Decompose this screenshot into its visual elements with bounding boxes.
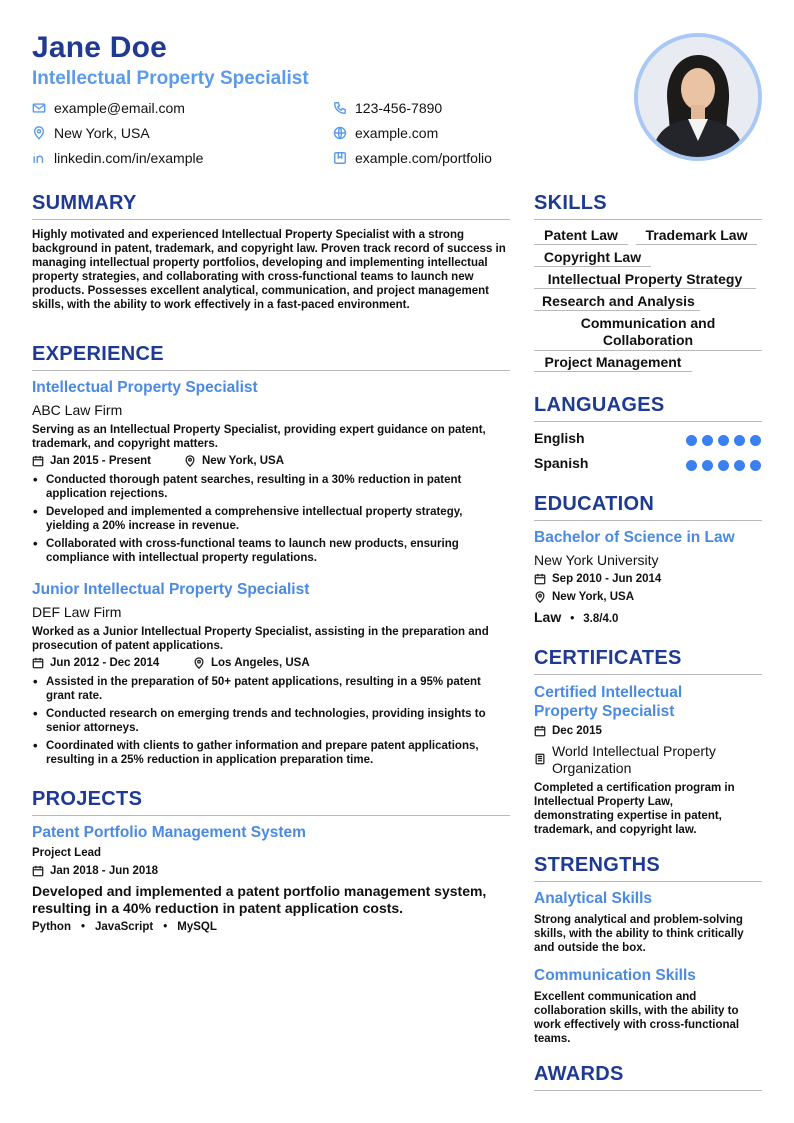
language-name: Spanish — [534, 455, 589, 471]
job-description: Worked as a Junior Intellectual Property Specialist, assisting in the preparation and prosecution of patent applications. — [32, 626, 489, 652]
experience-divider — [32, 370, 510, 371]
education-separator: • — [570, 613, 575, 625]
skills-divider — [534, 219, 762, 220]
language-level-dot — [718, 435, 729, 446]
language-name: English — [534, 430, 585, 446]
language-level-dot — [718, 460, 729, 471]
education-field-gpa — [534, 609, 618, 625]
tech-separator: • — [80, 921, 86, 933]
language-level-dot — [686, 460, 697, 471]
job-description: Serving as an Intellectual Property Specialist, providing expert guidance on patent, trademark, and copyright matters. — [32, 424, 486, 450]
strengths-heading: STRENGTHS — [534, 854, 661, 876]
education-gpa: 3.8/4.0 — [583, 613, 619, 625]
institution-icon — [534, 753, 546, 765]
project-dates — [32, 865, 158, 877]
project-role: Project Lead — [32, 847, 102, 859]
language-level-dot — [734, 435, 745, 446]
job-location-text: Los Angeles, USA — [211, 657, 310, 669]
contact-portfolio[interactable] — [333, 150, 492, 166]
summary-heading: SUMMARY — [32, 192, 137, 214]
strength-text: Excellent communication and collaboration skills, with the ability to work effectively with cross-functional teams. — [534, 991, 740, 1045]
mail-icon — [32, 101, 46, 115]
language-level-dot — [702, 460, 713, 471]
education-divider — [534, 520, 762, 521]
job-location — [193, 657, 310, 669]
calendar-icon — [534, 725, 546, 737]
certificates-heading: CERTIFICATES — [534, 647, 682, 669]
strength-title: Analytical Skills — [534, 890, 653, 907]
skill-tag: Patent Law — [534, 227, 628, 245]
strengths-divider — [534, 881, 762, 882]
skills-heading: SKILLS — [534, 192, 607, 214]
location-pin-icon — [32, 126, 46, 140]
job-bullet: • Developed and implemented a comprehensive intellectual property strategy, yielding a 20% increase in revenue. — [46, 505, 506, 533]
awards-heading: AWARDS — [534, 1063, 624, 1085]
job-dates-text: Jun 2012 - Dec 2014 — [50, 657, 160, 669]
job-dates — [32, 455, 151, 467]
job-dates-text: Jan 2015 - Present — [50, 455, 152, 467]
job-bullet: • Conducted research on emerging trends and technologies, providing insights to senior attorneys. — [46, 707, 510, 735]
tech-tag: JavaScript — [95, 921, 154, 933]
summary-divider — [32, 219, 510, 220]
certificate-date — [534, 725, 602, 737]
contact-phone[interactable] — [333, 100, 442, 116]
avatar-illustration — [638, 37, 758, 157]
job-bullet: • Collaborated with cross-functional teams to launch new products, ensuring compliance with intellectual property regulations. — [46, 537, 506, 565]
job-location-text: New York, USA — [202, 455, 285, 467]
contact-portfolio-text: example.com/portfolio — [355, 150, 492, 166]
education-location-text: New York, USA — [552, 591, 635, 603]
language-level-dot — [750, 460, 761, 471]
language-level-dot — [750, 435, 761, 446]
education-dates-text: Sep 2010 - Jun 2014 — [552, 573, 662, 585]
job-bullet: • Assisted in the preparation of 50+ patent applications, resulting in a 95% patent grant rate. — [46, 675, 510, 703]
skill-tag: Project Management — [534, 354, 692, 372]
globe-icon — [333, 126, 347, 140]
language-level — [686, 435, 761, 446]
job-title: Junior Intellectual Property Specialist — [32, 581, 310, 598]
education-field: Law — [534, 609, 562, 625]
skill-tag: Communication and Collaboration — [534, 315, 762, 351]
certificate-description: Completed a certification program in Intellectual Property Law, demonstrating expertise in patent, trademark, and copyright law. — [534, 782, 735, 836]
contact-website[interactable] — [333, 125, 438, 141]
contact-phone-text: 123-456-7890 — [355, 100, 443, 116]
calendar-icon — [32, 657, 44, 669]
contact-location-text: New York, USA — [54, 125, 150, 141]
job-title: Intellectual Property Specialist — [32, 379, 258, 396]
contact-linkedin-text: linkedin.com/in/example — [54, 150, 204, 166]
calendar-icon — [32, 455, 44, 467]
skill-tag: Intellectual Property Strategy — [534, 271, 756, 289]
education-school: New York University — [534, 552, 659, 568]
job-company: ABC Law Firm — [32, 402, 123, 418]
summary-text: Highly motivated and experienced Intellectual Property Specialist with a strong background in patent, trademark, and copyright law. Proven track record of success in managing intellectual property portfolios, developing and implementing intellectual property strategies, and collaborating with cross-functional teams to launch new products. Possesses excellent analytical, communication, and project management skills, with the ability to work effectively in a fast-paced environment. — [32, 229, 506, 311]
awards-divider — [534, 1090, 762, 1091]
certificate-date-text: Dec 2015 — [552, 725, 602, 737]
education-dates — [534, 573, 661, 585]
language-level-dot — [686, 435, 697, 446]
education-heading: EDUCATION — [534, 493, 655, 515]
language-level-dot — [734, 460, 745, 471]
job-dates — [32, 657, 159, 669]
contact-website-text: example.com — [355, 125, 439, 141]
skill-tag: Research and Analysis — [534, 293, 700, 311]
tech-tag: MySQL — [177, 921, 217, 933]
location-pin-icon — [193, 657, 205, 669]
language-level — [686, 460, 761, 471]
location-pin-icon — [184, 455, 196, 467]
skill-tag: Copyright Law — [534, 249, 651, 267]
languages-heading: LANGUAGES — [534, 394, 665, 416]
projects-heading: PROJECTS — [32, 788, 143, 810]
calendar-icon — [534, 573, 546, 585]
languages-divider — [534, 421, 762, 422]
portfolio-icon — [333, 151, 347, 165]
projects-divider — [32, 815, 510, 816]
project-description: Developed and implemented a patent portfolio management system, resulting in a 40% reduction in patent application costs. — [32, 883, 487, 916]
language-level-dot — [702, 435, 713, 446]
experience-heading: EXPERIENCE — [32, 343, 164, 365]
project-tech-list — [32, 921, 217, 933]
contact-email[interactable] — [32, 100, 185, 116]
skill-tag: Trademark Law — [636, 227, 757, 245]
candidate-name: Jane Doe — [32, 31, 167, 64]
tech-tag: Python — [32, 921, 71, 933]
education-location — [534, 591, 634, 603]
candidate-role: Intellectual Property Specialist — [32, 68, 309, 89]
contact-email-text: example@email.com — [54, 100, 185, 116]
job-bullet: • Coordinated with clients to gather information and prepare patent applications, resulting in a 25% reduction in application preparation time. — [46, 739, 510, 767]
certificate-issuer — [534, 743, 752, 777]
contact-linkedin[interactable] — [32, 150, 203, 166]
profile-photo — [634, 33, 762, 161]
project-title: Patent Portfolio Management System — [32, 824, 306, 841]
strength-text: Strong analytical and problem-solving skills, with the ability to think critically and outside the box. — [534, 914, 744, 954]
certificate-name: Certified Intellectual Property Specialist — [534, 684, 683, 720]
strength-title: Communication Skills — [534, 967, 696, 984]
certificate-issuer-text: World Intellectual Property Organization — [552, 743, 716, 776]
linkedin-icon — [32, 151, 46, 165]
job-bullet: • Conducted thorough patent searches, resulting in a 30% reduction in patent application rejections. — [46, 473, 506, 501]
job-company: DEF Law Firm — [32, 604, 122, 620]
project-dates-text: Jan 2018 - Jun 2018 — [50, 865, 159, 877]
education-degree: Bachelor of Science in Law — [534, 529, 735, 546]
phone-icon — [333, 101, 347, 115]
location-pin-icon — [534, 591, 546, 603]
tech-separator: • — [163, 921, 168, 933]
job-location — [184, 455, 284, 467]
certificates-divider — [534, 674, 762, 675]
contact-location — [32, 125, 150, 141]
calendar-icon — [32, 865, 44, 877]
